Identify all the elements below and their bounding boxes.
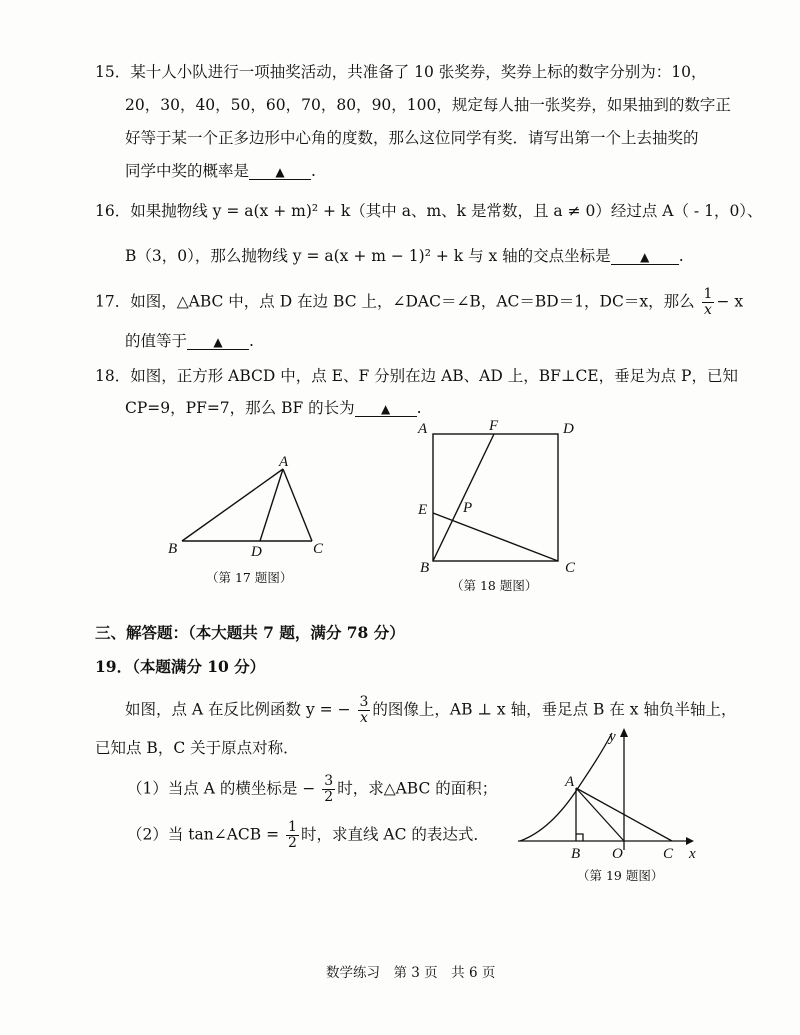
- fig17-caption: （第 17 题图）: [206, 570, 293, 585]
- fig18-segment-ce: [433, 513, 558, 561]
- q18-line-2: [125, 397, 422, 419]
- q18-end: .: [416, 399, 422, 417]
- q19-frac-bottom: x: [360, 710, 368, 726]
- q16-line-1: 16．如果抛物线 y = a(x + m)² + k（其中 a、m、k 是常数，且 a ≠ 0）经过点 A（ - 1，0）、: [95, 202, 763, 220]
- q18-answer-blank[interactable]: [355, 400, 417, 417]
- q16-line-2: [125, 245, 684, 267]
- q19-part1-text: （1）当点 A 的横坐标是 −: [127, 779, 316, 798]
- q19-line-1: [125, 695, 736, 726]
- fig17-label-d: D: [251, 544, 262, 560]
- q16-answer-blank[interactable]: [611, 248, 679, 265]
- q19-text: 如图，点 A 在反比例函数 y = −: [125, 700, 351, 719]
- fig19-segment-ac: [576, 788, 672, 841]
- fig17-segment-ad: [260, 469, 283, 541]
- q17-answer-blank[interactable]: [187, 333, 249, 350]
- q19-part-2: [127, 820, 489, 851]
- fig19-label-x: x: [689, 846, 696, 862]
- fig17-label-c: C: [313, 541, 324, 557]
- fig19-label-o: O: [612, 846, 623, 862]
- fig18-caption: （第 18 题图）: [451, 578, 538, 593]
- q15-blank-marker: ▲: [275, 165, 285, 179]
- fig19-y-arrow-icon: [620, 728, 628, 737]
- q16-blank-marker: ▲: [640, 250, 650, 264]
- q16-prompt: B（3，0），那么抛物线 y = a(x + m − 1)² + k 与 x 轴的交点坐标是: [125, 247, 611, 265]
- fig18-segment-bf: [433, 434, 494, 561]
- q17-line-2: [125, 330, 254, 352]
- q19-part2-text-post: 时，求直线 AC 的表达式．: [300, 825, 489, 844]
- q18-line-1: 18．如图，正方形 ABCD 中，点 E、F 分别在边 AB、AD 上，BF⊥CE，垂足为点 P，已知: [95, 367, 738, 385]
- q17-line-1: [95, 287, 743, 318]
- fig18-label-d: D: [563, 421, 574, 437]
- fig18-square-abcd: [433, 434, 558, 561]
- q19-frac-top: 3: [359, 694, 369, 710]
- q19-part1-frac-top: 3: [324, 773, 334, 789]
- q19-part2-text: （2）当 tan∠ACB =: [127, 825, 280, 844]
- fig17-segment-ac: [283, 469, 312, 541]
- q15-line-2: 20，30，40，50，60，70，80，90，100，规定每人抽一张奖券，如果抽到的数字正: [125, 96, 731, 114]
- q15-line-1: 15．某十人小队进行一项抽奖活动，共准备了 10 张奖券，奖券上标的数字分别为：10，: [95, 63, 707, 81]
- q19-part-1: [127, 774, 497, 805]
- q19-text-post: 的图像上，AB ⊥ x 轴，垂足点 B 在 x 轴负半轴上，: [372, 700, 737, 719]
- fig18-label-a: A: [418, 421, 428, 437]
- fig19-hyperbola: [520, 733, 612, 841]
- fig19-x-arrow-icon: [686, 837, 694, 845]
- fig19-label-c: C: [663, 846, 674, 862]
- q15-line-3: 好等于某一个正多边形中心角的度数，那么这位同学有奖．请写出第一个上去抽奖的: [125, 129, 699, 147]
- fig19-label-a: A: [565, 774, 575, 790]
- q15-end: .: [311, 162, 316, 180]
- q15-prompt: 同学中奖的概率是: [125, 162, 250, 180]
- fig18-label-e: E: [418, 502, 428, 518]
- section-3-title: 三、解答题：（本大题共 7 题，满分 78 分）: [95, 623, 405, 642]
- q17-fraction: [702, 287, 715, 318]
- q17-text: 17．如图，△ABC 中，点 D 在边 BC 上，∠DAC＝∠B，AC＝BD＝1，DC＝x，那么: [95, 292, 695, 311]
- fig19-label-b: B: [571, 846, 581, 862]
- q19-part1-text-post: 时，求△ABC 的面积；: [337, 779, 498, 798]
- q19-heading: 19．（本题满分 10 分）: [95, 657, 266, 676]
- q15-line-4: [125, 160, 316, 182]
- fig17-segment-ab: [182, 469, 283, 541]
- q17-blank-marker: ▲: [213, 335, 223, 349]
- q18-blank-marker: ▲: [381, 402, 391, 416]
- q16-end: .: [678, 247, 684, 265]
- q15-answer-blank[interactable]: [249, 163, 311, 180]
- fig18-label-p: P: [463, 500, 473, 516]
- fig17-label-b: B: [168, 541, 178, 557]
- fig19-right-angle-mark: [576, 834, 583, 841]
- q17-frac-top: 1: [703, 286, 713, 302]
- q18-prompt: CP=9，PF=7，那么 BF 的长为: [125, 399, 355, 417]
- q19-line-2: 已知点 B，C 关于原点对称．: [95, 739, 299, 757]
- q19-part1-fraction: [322, 774, 335, 805]
- q19-part2-frac-top: 1: [288, 819, 297, 835]
- q17-frac-bottom: x: [704, 302, 712, 318]
- fig19-label-y: y: [609, 729, 616, 745]
- q17-end: .: [249, 332, 254, 350]
- fig18-label-c: C: [565, 560, 576, 576]
- q17-text-post: − x: [716, 292, 744, 311]
- q19-part1-frac-bottom: 2: [324, 789, 334, 805]
- q19-part2-fraction: [286, 820, 299, 851]
- fig17-label-a: A: [279, 454, 289, 470]
- fig19-caption: （第 19 题图）: [577, 868, 664, 883]
- q19-part2-frac-bottom: 2: [288, 835, 297, 851]
- fig18-label-f: F: [489, 418, 499, 434]
- fig18-label-b: B: [420, 560, 430, 576]
- q17-prompt: 的值等于: [125, 332, 188, 350]
- page-footer: 数学练习 第 3 页 共 6 页: [326, 965, 496, 981]
- fig19-segment-ao: [576, 788, 624, 841]
- q19-fraction: [358, 695, 371, 726]
